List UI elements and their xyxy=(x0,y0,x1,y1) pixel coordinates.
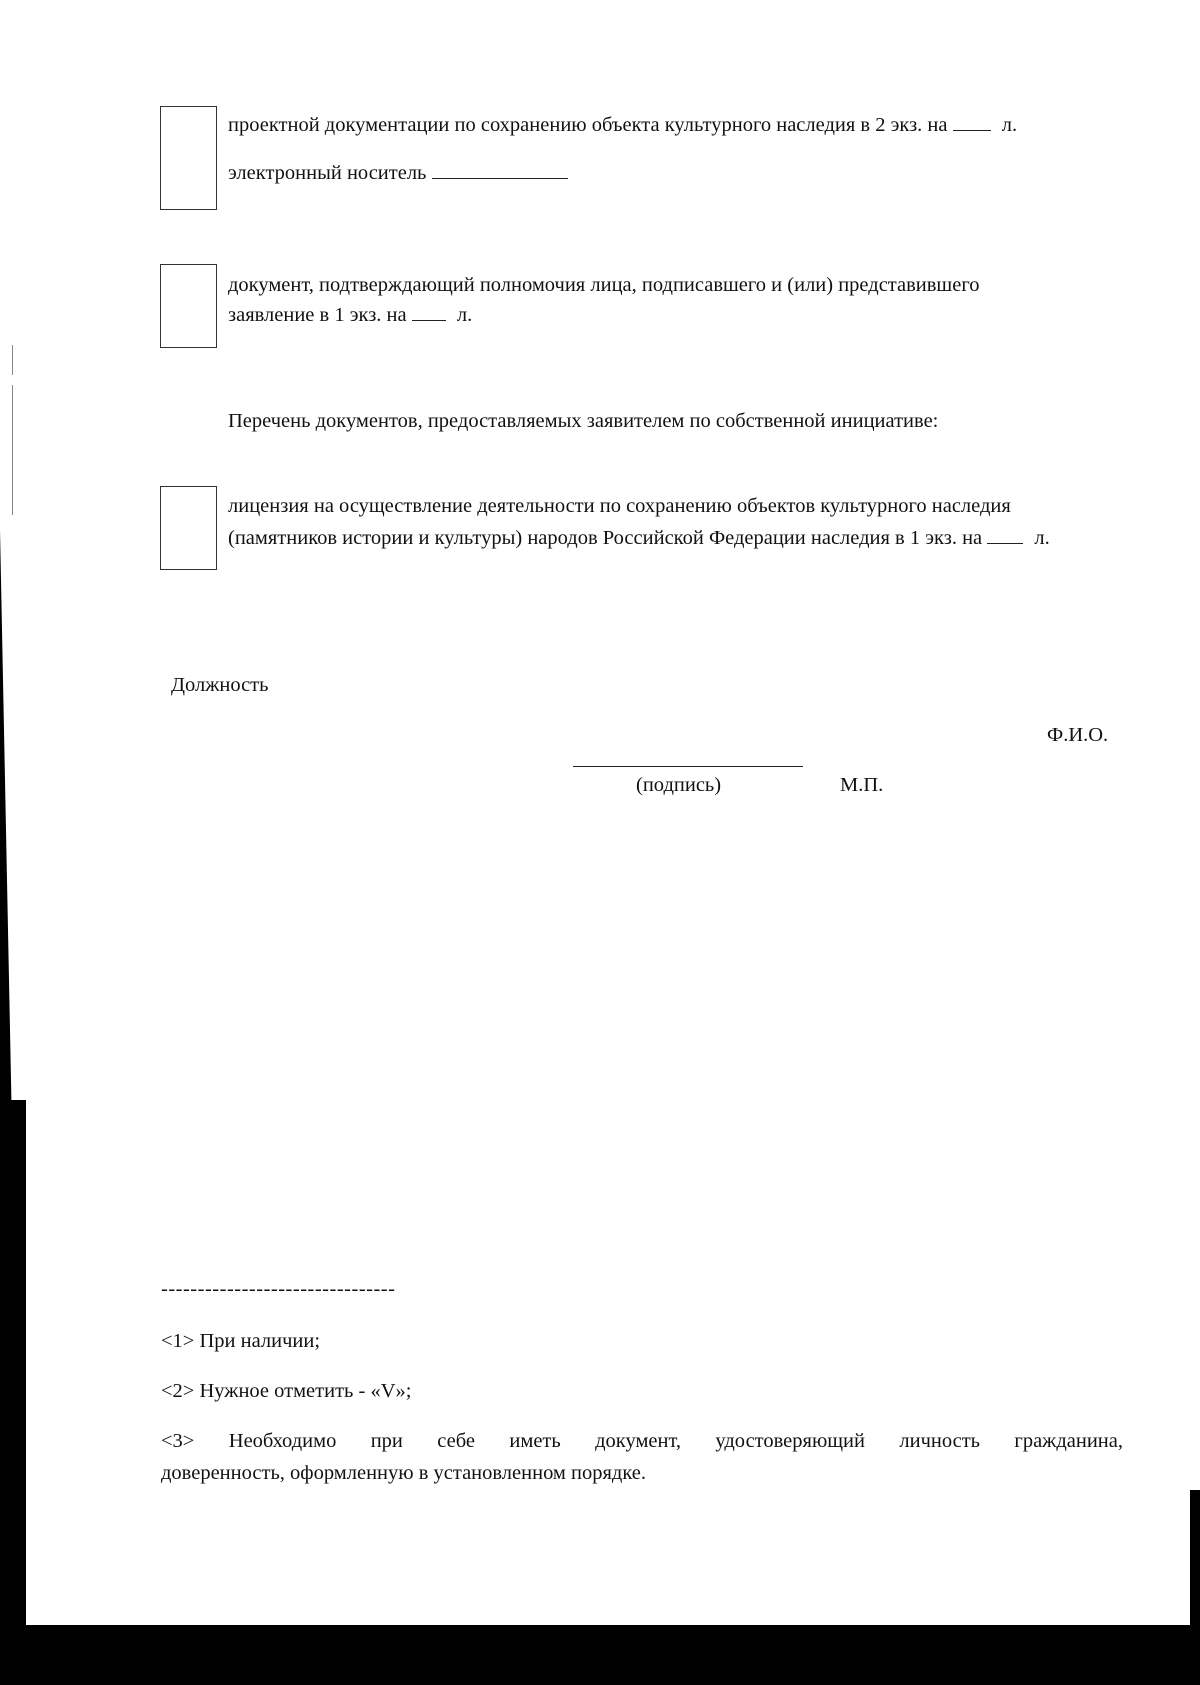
sheet-count-blank[interactable] xyxy=(953,112,991,131)
scan-edge-mark xyxy=(12,345,13,375)
checkbox-authority-doc[interactable] xyxy=(160,264,217,348)
item3-line2 xyxy=(228,525,1050,551)
footnote-1: <1> При наличии; xyxy=(161,1330,321,1352)
sheet-count-blank[interactable] xyxy=(412,302,446,321)
signature-line[interactable] xyxy=(573,766,803,767)
electronic-media-label: электронный носитель xyxy=(228,162,427,184)
position-label: Должность xyxy=(171,674,269,696)
item2-line2 xyxy=(228,302,472,328)
item1-line1 xyxy=(228,112,1017,138)
item2-text: документ, подтверждающий полномочия лица, подписавшего и (или) представившего xyxy=(228,274,980,296)
footnote-3-line2: доверенность, оформленную в установленном порядке. xyxy=(161,1462,647,1484)
checkbox-project-docs[interactable] xyxy=(160,106,217,210)
item2-text-cont: заявление в 1 экз. на xyxy=(228,304,407,326)
stamp-label: М.П. xyxy=(840,774,884,796)
item1-line2 xyxy=(228,160,568,186)
item3-line2-end: л. xyxy=(1034,527,1050,549)
scan-dark-band-bottom xyxy=(0,1625,1200,1685)
item1-line1-end: л. xyxy=(1001,114,1018,136)
optional-docs-heading: Перечень документов, предоставляемых заявителем по собственной инициативе: xyxy=(228,410,939,432)
item2-line2-end: л. xyxy=(456,304,473,326)
footnote-2: <2> Нужное отметить - «V»; xyxy=(161,1380,412,1402)
electronic-media-blank[interactable] xyxy=(432,160,568,179)
sheet-count-blank[interactable] xyxy=(987,525,1023,544)
scan-dark-band-left xyxy=(0,1100,26,1685)
item2-line1 xyxy=(228,272,979,298)
fio-label: Ф.И.О. xyxy=(1047,724,1109,746)
item1-text: проектной документации по сохранению объекта культурного наследия в 2 экз. на xyxy=(228,114,948,136)
footnote-3-line1: <3> Необходимо при себе иметь документ, удостоверяющий личность гражданина, xyxy=(161,1430,1123,1452)
scan-edge-mark xyxy=(12,385,13,515)
item3-text-cont: (памятников истории и культуры) народов Российской Федерации наследия в 1 экз. на xyxy=(228,527,983,549)
scan-dark-edge-right xyxy=(1190,1490,1200,1630)
checkbox-license[interactable] xyxy=(160,486,217,570)
item3-line1 xyxy=(228,493,1011,519)
signature-label: (подпись) xyxy=(636,774,722,796)
item3-text: лицензия на осуществление деятельности по сохранению объектов культурного наследия xyxy=(228,495,1011,517)
footnote-separator: -------------------------------- xyxy=(161,1278,396,1300)
